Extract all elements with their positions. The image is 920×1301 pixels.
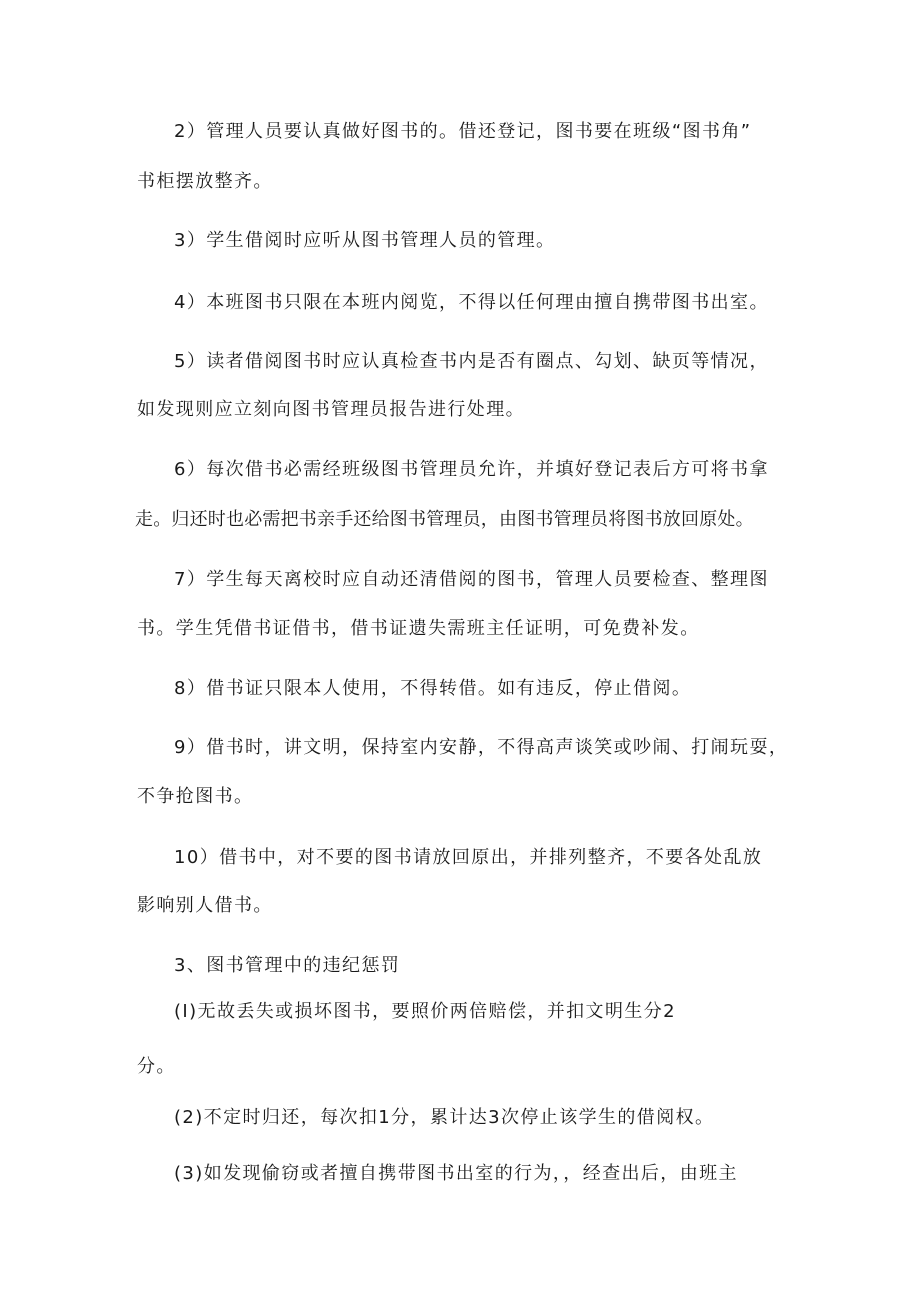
paragraph-line: 如发现则应立刻向图书管理员报告进行处理。 [137, 399, 525, 420]
section-heading: 3、图书管理中的违纪惩罚 [174, 955, 401, 976]
paragraph-line: 7）学生每天离校时应自动还清借阅的图书，管理人员要检查、整理图 [174, 569, 769, 590]
paragraph-line: 8）借书证只限本人使用，不得转借。如有违反，停止借阅。 [174, 678, 692, 699]
paragraph-line: (3)如发现偷窃或者擅自携带图书出室的行为，，经查出后，由班主 [174, 1163, 738, 1184]
paragraph-line: 3）学生借阅时应听从图书管理人员的管理。 [174, 230, 556, 251]
paragraph-line: 走。归还时也必需把书亲手还给图书管理员，由图书管理员将图书放回原处。 [135, 509, 754, 530]
paragraph-line: 不争抢图书。 [137, 786, 254, 807]
paragraph-line: (I)无故丢失或损坏图书，要照价两倍赔偿，并扣文明生分2 [174, 1001, 677, 1022]
paragraph-line: 书柜摆放整齐。 [137, 171, 273, 192]
paragraph-line: 6）每次借书必需经班级图书管理员允许，并填好登记表后方可将书拿 [174, 459, 769, 480]
paragraph-line: 2）管理人员要认真做好图书的。借还登记，图书要在班级“图书角” [174, 121, 752, 142]
paragraph-line: 书。学生凭借书证借书，借书证遗失需班主任证明，可免费补发。 [137, 618, 700, 639]
paragraph-line: 影响别人借书。 [137, 895, 273, 916]
paragraph-line: 分。 [137, 1056, 176, 1077]
paragraph-line: 5）读者借阅图书时应认真检查书内是否有圈点、勾划、缺页等情况， [174, 351, 769, 372]
paragraph-line: (2)不定时归还，每次扣1分，累计达3次停止该学生的借阅权。 [174, 1107, 715, 1128]
paragraph-line: 4）本班图书只限在本班内阅览，不得以任何理由擅自携带图书出室。 [174, 292, 769, 313]
paragraph-line: 9）借书时，讲文明，保持室内安静，不得高声谈笑或吵闹、打闹玩耍， [174, 737, 789, 758]
paragraph-line: 10）借书中，对不要的图书请放回原出，并排列整齐，不要各处乱放 [174, 847, 763, 868]
